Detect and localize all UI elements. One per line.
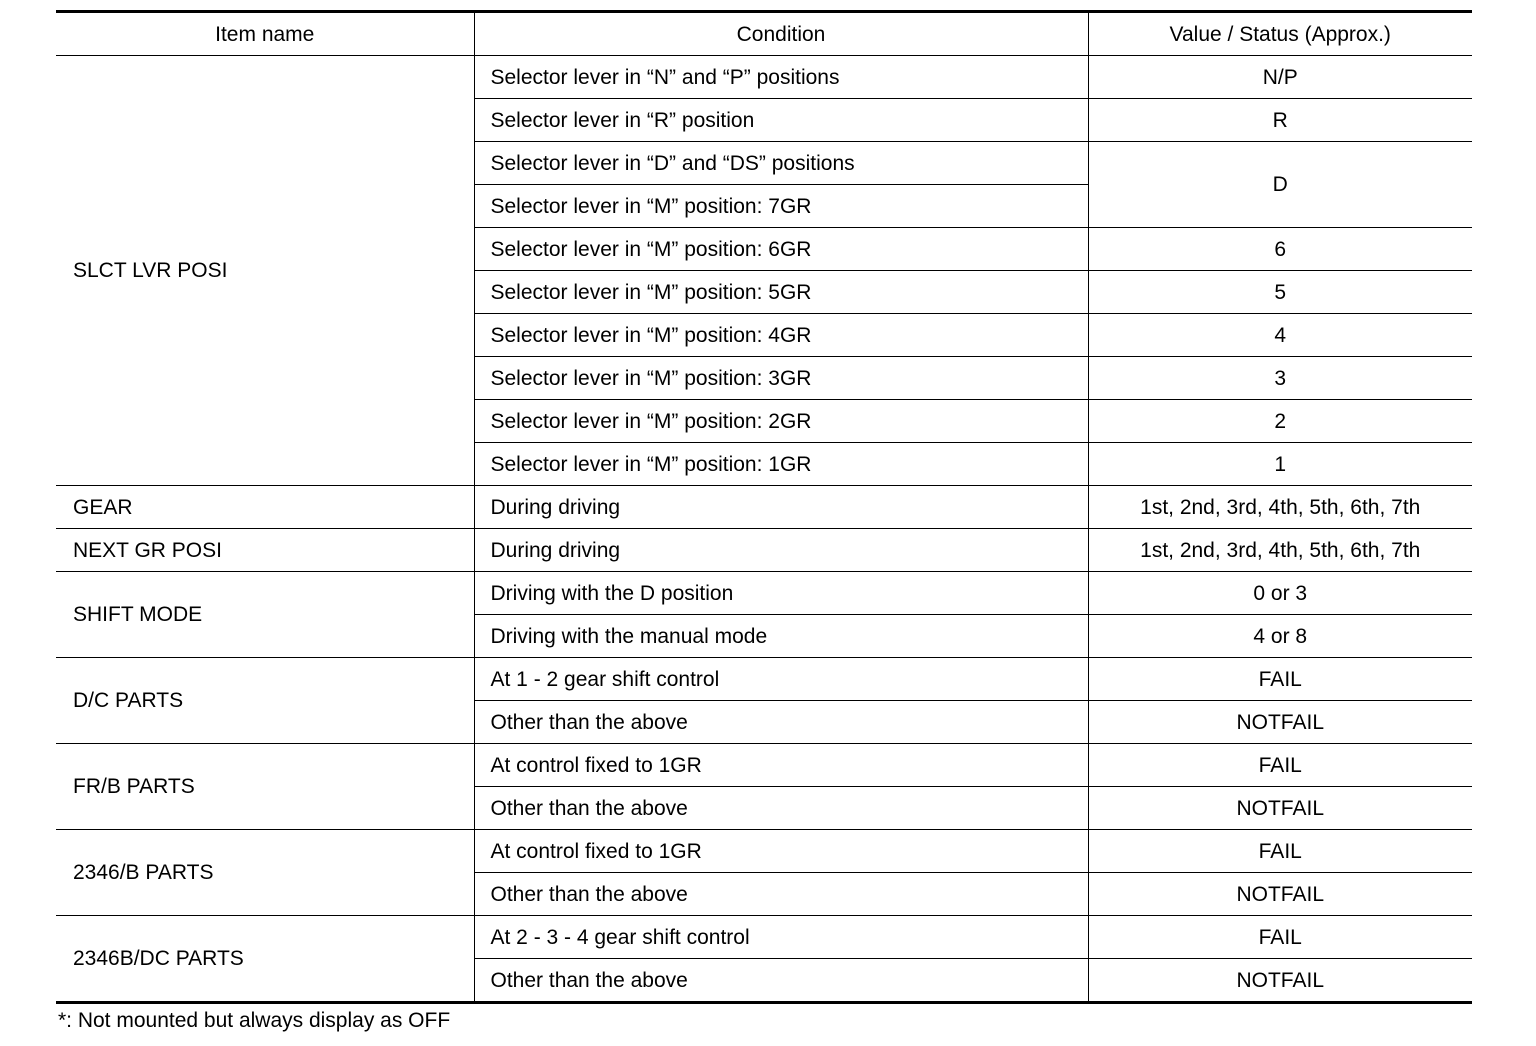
item-next-gr-posi: NEXT GR POSI	[56, 529, 474, 572]
value-cell: NOTFAIL	[1088, 787, 1472, 830]
value-cell: 2	[1088, 400, 1472, 443]
item-2346b-dc-parts: 2346B/DC PARTS	[56, 916, 474, 1003]
table-row	[56, 572, 1472, 615]
value-cell: NOTFAIL	[1088, 701, 1472, 744]
value-cell: D	[1088, 142, 1472, 228]
table-row	[56, 529, 1472, 572]
value-cell: 4 or 8	[1088, 615, 1472, 658]
condition-cell: At 1 - 2 gear shift control	[474, 658, 1088, 701]
condition-cell: Driving with the manual mode	[474, 615, 1088, 658]
item-shift-mode: SHIFT MODE	[56, 572, 474, 658]
table-row	[56, 916, 1472, 959]
table-row	[56, 744, 1472, 787]
value-cell: 1st, 2nd, 3rd, 4th, 5th, 6th, 7th	[1088, 486, 1472, 529]
condition-cell: Selector lever in “N” and “P” positions	[474, 56, 1088, 99]
footnote: *: Not mounted but always display as OFF	[58, 1009, 451, 1032]
condition-cell: Other than the above	[474, 787, 1088, 830]
header-item-name: Item name	[56, 12, 474, 56]
table-row	[56, 486, 1472, 529]
value-cell: 6	[1088, 228, 1472, 271]
value-cell: 0 or 3	[1088, 572, 1472, 615]
value-cell: FAIL	[1088, 830, 1472, 873]
value-cell: R	[1088, 99, 1472, 142]
item-gear: GEAR	[56, 486, 474, 529]
condition-cell: Driving with the D position	[474, 572, 1088, 615]
header-condition: Condition	[474, 12, 1088, 56]
item-slct-lvr-posi: SLCT LVR POSI	[56, 56, 474, 486]
value-cell: 4	[1088, 314, 1472, 357]
condition-cell: Other than the above	[474, 959, 1088, 1003]
condition-cell: Selector lever in “M” position: 3GR	[474, 357, 1088, 400]
data-monitor-table	[56, 10, 1472, 1004]
condition-cell: Selector lever in “R” position	[474, 99, 1088, 142]
condition-cell: At 2 - 3 - 4 gear shift control	[474, 916, 1088, 959]
table-row	[56, 658, 1472, 701]
value-cell: FAIL	[1088, 744, 1472, 787]
value-cell: 1	[1088, 443, 1472, 486]
condition-cell: During driving	[474, 529, 1088, 572]
condition-cell: At control fixed to 1GR	[474, 830, 1088, 873]
value-cell: 1st, 2nd, 3rd, 4th, 5th, 6th, 7th	[1088, 529, 1472, 572]
condition-cell: At control fixed to 1GR	[474, 744, 1088, 787]
condition-cell: During driving	[474, 486, 1088, 529]
table-row	[56, 56, 1472, 99]
item-2346b-parts: 2346/B PARTS	[56, 830, 474, 916]
condition-cell: Other than the above	[474, 701, 1088, 744]
condition-cell: Selector lever in “M” position: 2GR	[474, 400, 1088, 443]
value-cell: NOTFAIL	[1088, 959, 1472, 1003]
condition-cell: Selector lever in “M” position: 7GR	[474, 185, 1088, 228]
condition-cell: Selector lever in “D” and “DS” positions	[474, 142, 1088, 185]
condition-cell: Other than the above	[474, 873, 1088, 916]
item-dc-parts: D/C PARTS	[56, 658, 474, 744]
condition-cell: Selector lever in “M” position: 1GR	[474, 443, 1088, 486]
value-cell: FAIL	[1088, 916, 1472, 959]
condition-cell: Selector lever in “M” position: 4GR	[474, 314, 1088, 357]
value-cell: NOTFAIL	[1088, 873, 1472, 916]
value-cell: FAIL	[1088, 658, 1472, 701]
value-cell: 5	[1088, 271, 1472, 314]
condition-cell: Selector lever in “M” position: 6GR	[474, 228, 1088, 271]
value-cell: N/P	[1088, 56, 1472, 99]
header-value-status: Value / Status (Approx.)	[1088, 12, 1472, 56]
table-header-row	[56, 12, 1472, 56]
table-row	[56, 830, 1472, 873]
value-cell: 3	[1088, 357, 1472, 400]
item-frb-parts: FR/B PARTS	[56, 744, 474, 830]
condition-cell: Selector lever in “M” position: 5GR	[474, 271, 1088, 314]
